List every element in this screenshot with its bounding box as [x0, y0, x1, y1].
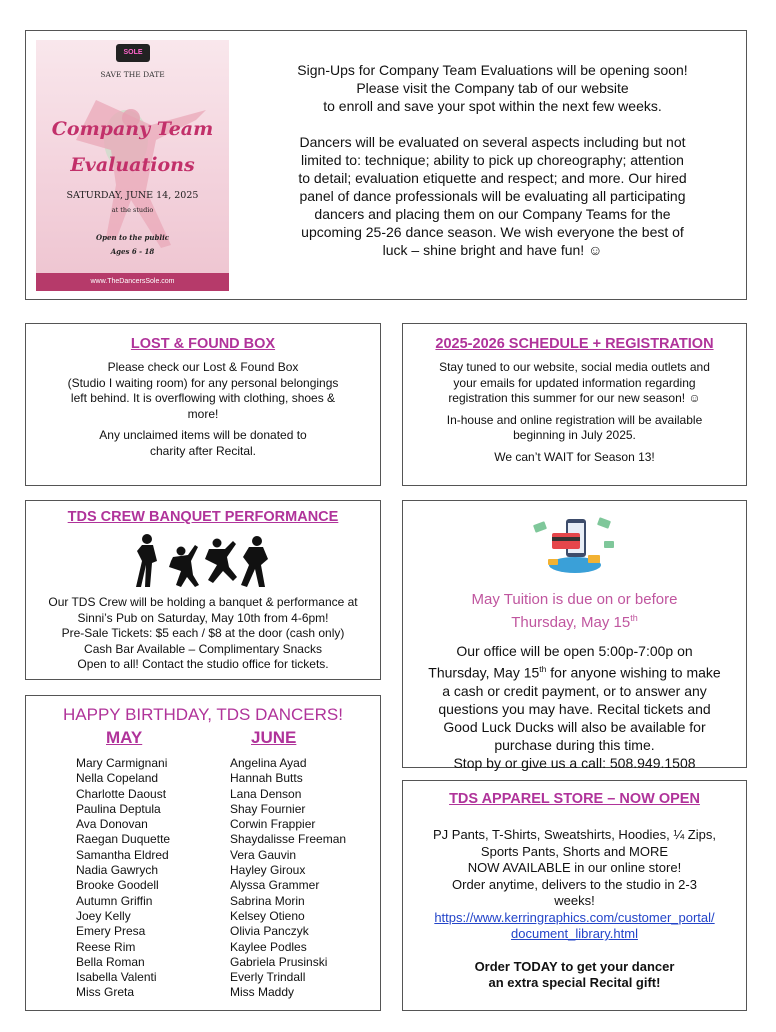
- flyer-location: at the studio: [111, 206, 154, 214]
- birthday-panel: [25, 695, 381, 1011]
- evaluations-para-1: [250, 61, 735, 115]
- text-line: Please visit the Company tab of our website: [356, 80, 629, 96]
- text-line: weeks!: [554, 893, 595, 908]
- list-item: Paulina Deptula: [76, 801, 161, 816]
- list-item: Nella Copeland: [76, 771, 159, 786]
- list-item: Kelsey Otieno: [230, 908, 305, 923]
- flyer-logo: SOLE: [116, 44, 150, 62]
- apparel-title: TDS APPAREL STORE – NOW OPEN: [449, 791, 700, 807]
- evaluations-flyer: [36, 40, 229, 291]
- text-line: Our office will be open 5:00p-7:00p on: [456, 643, 693, 659]
- text-line: Order anytime, delivers to the studio in 2-3: [452, 876, 697, 892]
- text-line: left behind. It is overflowing with clothing, shoes &: [70, 391, 336, 405]
- list-item: Hannah Butts: [230, 771, 303, 786]
- schedule-para-3: We can’t WAIT for Season 13!: [494, 449, 655, 464]
- text-line: purchase during this time.: [494, 736, 655, 753]
- flyer-title-1: Company Team: [51, 118, 214, 140]
- text-line: Sign-Ups for Company Team Evaluations will be opening soon!: [297, 62, 688, 78]
- lost-found-para-1: [26, 360, 380, 422]
- text-line: charity after Recital.: [149, 443, 257, 458]
- list-item: Alyssa Grammer: [230, 878, 320, 893]
- lost-found-title: LOST & FOUND BOX: [130, 336, 276, 352]
- list-item: Joey Kelly: [76, 908, 131, 923]
- list-item: Vera Gauvin: [230, 847, 297, 862]
- text-line: questions you may have. Recital tickets and: [438, 700, 711, 717]
- list-item: Angelina Ayad: [230, 756, 307, 770]
- text-line: your emails for updated information regarding: [453, 375, 696, 390]
- list-item: Miss Greta: [76, 985, 135, 1000]
- crew-text: [26, 595, 380, 673]
- text-line: NOW AVAILABLE in our online store!: [467, 860, 682, 875]
- birthday-may-list: [76, 756, 170, 1001]
- flyer-save-the-date: SAVE THE DATE: [100, 70, 165, 79]
- lost-found-para-2: [26, 428, 380, 459]
- evaluations-text: [250, 61, 735, 259]
- list-item: Reese Rim: [76, 939, 136, 954]
- text-line: limited to: technique; ability to pick up choreography; attention: [301, 152, 684, 168]
- schedule-title: 2025-2026 SCHEDULE + REGISTRATION: [435, 336, 714, 352]
- text-line: upcoming 25-26 dance season. We wish everyone the best of: [301, 224, 684, 240]
- text-line: Our TDS Crew will be holding a banquet & performance at: [48, 595, 358, 609]
- schedule-para-2: [403, 413, 746, 444]
- text-line: In-house and online registration will be available: [446, 412, 703, 427]
- apparel-panel: [402, 780, 747, 1011]
- schedule-panel: [402, 323, 747, 486]
- text-line: PJ Pants, T-Shirts, Sweatshirts, Hoodies, ¼ Zips,: [433, 827, 716, 842]
- list-item: Brooke Goodell: [76, 878, 159, 893]
- list-item: Shay Fournier: [230, 801, 306, 816]
- text-line: Please check our Lost & Found Box: [107, 360, 299, 374]
- text-line: (Studio I waiting room) for any personal belongings: [67, 375, 339, 390]
- text-line: Good Luck Ducks will also be available for: [443, 718, 706, 735]
- tuition-panel: [402, 500, 747, 771]
- text-line: Stop by or give us a call: 508.949.1508: [453, 754, 696, 771]
- text-line: Pre-Sale Tickets: $5 each / $8 at the door (cash only): [61, 626, 345, 640]
- list-item: Kaylee Podles: [230, 939, 307, 954]
- text-line: to enroll and save your spot within the next few weeks.: [323, 98, 662, 114]
- list-item: Emery Presa: [76, 924, 146, 939]
- list-item: Olivia Panczyk: [230, 924, 309, 939]
- text-line: registration this summer for our new season! ☺: [448, 391, 701, 405]
- text-line: dancers and placing them on our Company Teams for the: [314, 206, 671, 222]
- text-line: Thursday, May 15th: [511, 613, 638, 631]
- birthday-june-label: JUNE: [251, 728, 297, 747]
- text-line: beginning in July 2025.: [513, 428, 636, 442]
- text-line: an extra special Recital gift!: [488, 975, 661, 990]
- text-line: luck – shine bright and have fun! ☺: [382, 242, 603, 258]
- list-item: Samantha Eldred: [76, 847, 169, 862]
- flyer-website: www.TheDancersSole.com: [36, 273, 229, 291]
- text-line: Stay tuned to our website, social media outlets and: [439, 360, 710, 374]
- tuition-body: [403, 642, 746, 772]
- tuition-title: [403, 591, 746, 632]
- list-item: Shaydalisse Freeman: [230, 832, 347, 847]
- birthday-title: HAPPY BIRTHDAY, TDS DANCERS!: [63, 705, 343, 724]
- text-line: Sinni’s Pub on Saturday, May 10th from 4-6pm!: [77, 610, 329, 625]
- list-item: Bella Roman: [76, 954, 145, 969]
- payment-illustration-icon: [530, 515, 620, 577]
- list-item: Nadia Gawrych: [76, 863, 159, 878]
- text-line: panel of dance professionals will be evaluating all participating: [299, 188, 686, 204]
- list-item: Lana Denson: [230, 786, 302, 801]
- list-item: Charlotte Daoust: [76, 786, 167, 801]
- birthday-may-label: MAY: [106, 728, 143, 747]
- schedule-para-1: [403, 360, 746, 407]
- list-item: Mary Carmignani: [76, 756, 168, 770]
- list-item: Miss Maddy: [230, 985, 295, 1000]
- text-line: Open to all! Contact the studio office for tickets.: [77, 657, 329, 671]
- apparel-cta: [403, 959, 746, 992]
- list-item: Autumn Griffin: [76, 893, 153, 908]
- text-line: Thursday, May 15th for anyone wishing to make: [428, 664, 721, 681]
- text-line: Any unclaimed items will be donated to: [99, 428, 307, 442]
- list-item: Isabella Valenti: [76, 970, 157, 985]
- apparel-store-link[interactable]: https://www.kerringraphics.com/customer_portal/ document_library.html: [434, 909, 715, 941]
- list-item: Ava Donovan: [76, 817, 148, 832]
- text-line: to detail; evaluation etiquette and respect; and more. Our hired: [298, 170, 687, 186]
- crew-panel: [25, 500, 381, 680]
- birthday-june-list: [230, 756, 346, 1001]
- list-item: Raegan Duquette: [76, 832, 171, 847]
- lost-found-panel: [25, 323, 381, 486]
- dancers-silhouette-icon: [133, 531, 273, 589]
- flyer-title-2: Evaluations: [70, 154, 195, 176]
- text-line: Cash Bar Available – Complimentary Snacks: [84, 641, 322, 656]
- list-item: Gabriela Prusinski: [230, 954, 328, 969]
- text-line: Order TODAY to get your dancer: [474, 958, 675, 974]
- text-line: May Tuition is due on or before: [471, 591, 678, 608]
- list-item: Hayley Giroux: [230, 863, 306, 878]
- flyer-ages: Ages 6 - 18: [110, 247, 155, 256]
- flyer-date: SATURDAY, JUNE 14, 2025: [66, 190, 199, 201]
- flyer-open: Open to the public: [96, 233, 169, 242]
- apparel-text: [403, 827, 746, 943]
- text-line: a cash or credit payment, or to answer any: [442, 682, 707, 699]
- text-line: more!: [187, 406, 219, 421]
- evaluations-para-2: [250, 133, 735, 259]
- list-item: Sabrina Morin: [230, 893, 305, 908]
- text-line: Sports Pants, Shorts and MORE: [480, 843, 669, 859]
- text-line: Dancers will be evaluated on several aspects including but not: [299, 134, 686, 150]
- list-item: Corwin Frappier: [230, 817, 316, 832]
- crew-title: TDS CREW BANQUET PERFORMANCE: [67, 509, 339, 525]
- list-item: Everly Trindall: [230, 970, 306, 985]
